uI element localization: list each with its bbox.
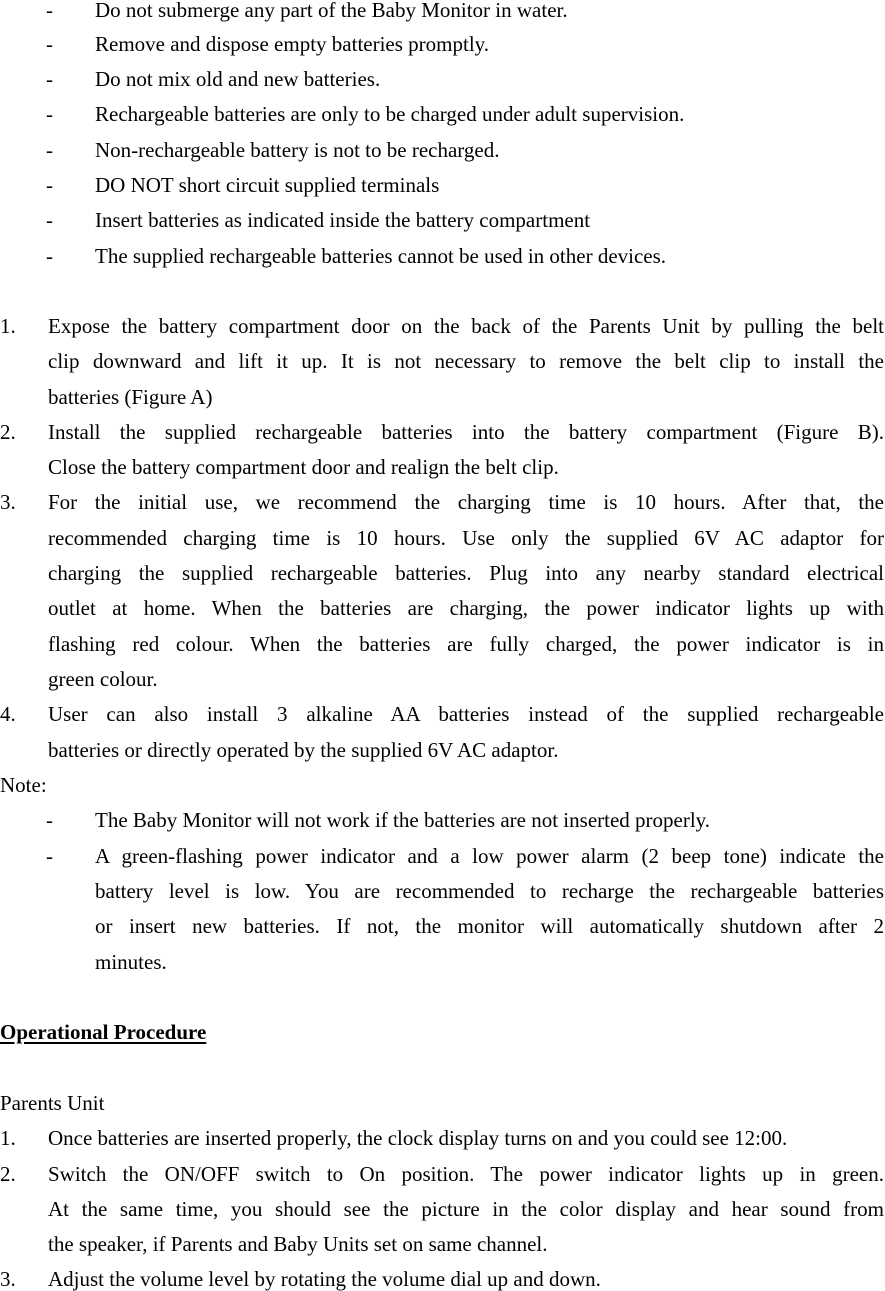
step-number: 2.: [0, 1162, 16, 1186]
safety-item-text: Do not mix old and new batteries.: [95, 67, 381, 91]
safety-item-text: Insert batteries as indicated inside the battery compartment: [95, 208, 591, 232]
step-text-line: Switch the ON/OFF switch to On position. The power indicator lights up in green.: [48, 1162, 884, 1186]
note-item-text: The Baby Monitor will not work if the batteries are not inserted properly.: [95, 808, 711, 832]
step-text-line: Expose the battery compartment door on the back of the Parents Unit by pulling the belt: [48, 314, 884, 338]
step-number: 3.: [0, 490, 16, 514]
step-text-line: recommended charging time is 10 hours. Use only the supplied 6V AC adaptor for: [48, 526, 884, 550]
step-text-line: outlet at home. When the batteries are charging, the power indicator lights up with: [48, 596, 884, 620]
step-text-line: batteries (Figure A): [48, 385, 213, 409]
safety-item-text: Remove and dispose empty batteries promptly.: [95, 32, 490, 56]
step-number: 4.: [0, 702, 16, 726]
step-text-line: flashing red colour. When the batteries are fully charged, the power indicator is in: [48, 632, 884, 656]
bullet-dash: -: [46, 32, 53, 56]
step-text-line: clip downward and lift it up. It is not necessary to remove the belt clip to install the: [48, 349, 884, 373]
safety-item-text: Rechargeable batteries are only to be charged under adult supervision.: [95, 102, 685, 126]
bullet-dash: -: [46, 844, 53, 868]
bullet-dash: -: [46, 102, 53, 126]
step-text-line: Once batteries are inserted properly, the clock display turns on and you could see 12:00.: [48, 1126, 788, 1150]
step-text-line: For the initial use, we recommend the charging time is 10 hours. After that, the: [48, 490, 884, 514]
step-number: 3.: [0, 1267, 16, 1291]
note-label: Note:: [0, 773, 47, 797]
step-number: 1.: [0, 1126, 16, 1150]
note-item-text: minutes.: [95, 950, 167, 974]
step-number: 1.: [0, 314, 16, 338]
bullet-dash: -: [46, 67, 53, 91]
note-item-text: battery level is low. You are recommended to recharge the rechargeable batteries: [95, 879, 884, 903]
safety-item-text: DO NOT short circuit supplied terminals: [95, 173, 440, 197]
bullet-dash: -: [46, 808, 53, 832]
bullet-dash: -: [46, 138, 53, 162]
step-text-line: batteries or directly operated by the supplied 6V AC adaptor.: [48, 738, 559, 762]
step-text-line: the speaker, if Parents and Baby Units set on same channel.: [48, 1232, 548, 1256]
note-item-text: or insert new batteries. If not, the monitor will automatically shutdown after 2: [95, 914, 884, 938]
step-text-line: charging the supplied rechargeable batteries. Plug into any nearby standard electrical: [48, 561, 884, 585]
step-number: 2.: [0, 420, 16, 444]
section-heading: Operational Procedure: [0, 1020, 207, 1044]
bullet-dash: -: [46, 0, 53, 22]
bullet-dash: -: [46, 244, 53, 268]
step-text-line: green colour.: [48, 667, 158, 691]
note-item-text: A green-flashing power indicator and a low power alarm (2 beep tone) indicate the: [95, 844, 884, 868]
safety-item-text: Non-rechargeable battery is not to be recharged.: [95, 138, 500, 162]
step-text-line: Close the battery compartment door and realign the belt clip.: [48, 455, 559, 479]
step-text-line: User can also install 3 alkaline AA batteries instead of the supplied rechargeable: [48, 702, 884, 726]
bullet-dash: -: [46, 173, 53, 197]
bullet-dash: -: [46, 208, 53, 232]
safety-item-text: Do not submerge any part of the Baby Monitor in water.: [95, 0, 568, 22]
step-text-line: At the same time, you should see the picture in the color display and hear sound from: [48, 1197, 884, 1221]
step-text-line: Adjust the volume level by rotating the volume dial up and down.: [48, 1267, 601, 1291]
safety-item-text: The supplied rechargeable batteries cannot be used in other devices.: [95, 244, 667, 268]
subsection-label: Parents Unit: [0, 1091, 105, 1115]
step-text-line: Install the supplied rechargeable batteries into the battery compartment (Figure B).: [48, 420, 884, 444]
